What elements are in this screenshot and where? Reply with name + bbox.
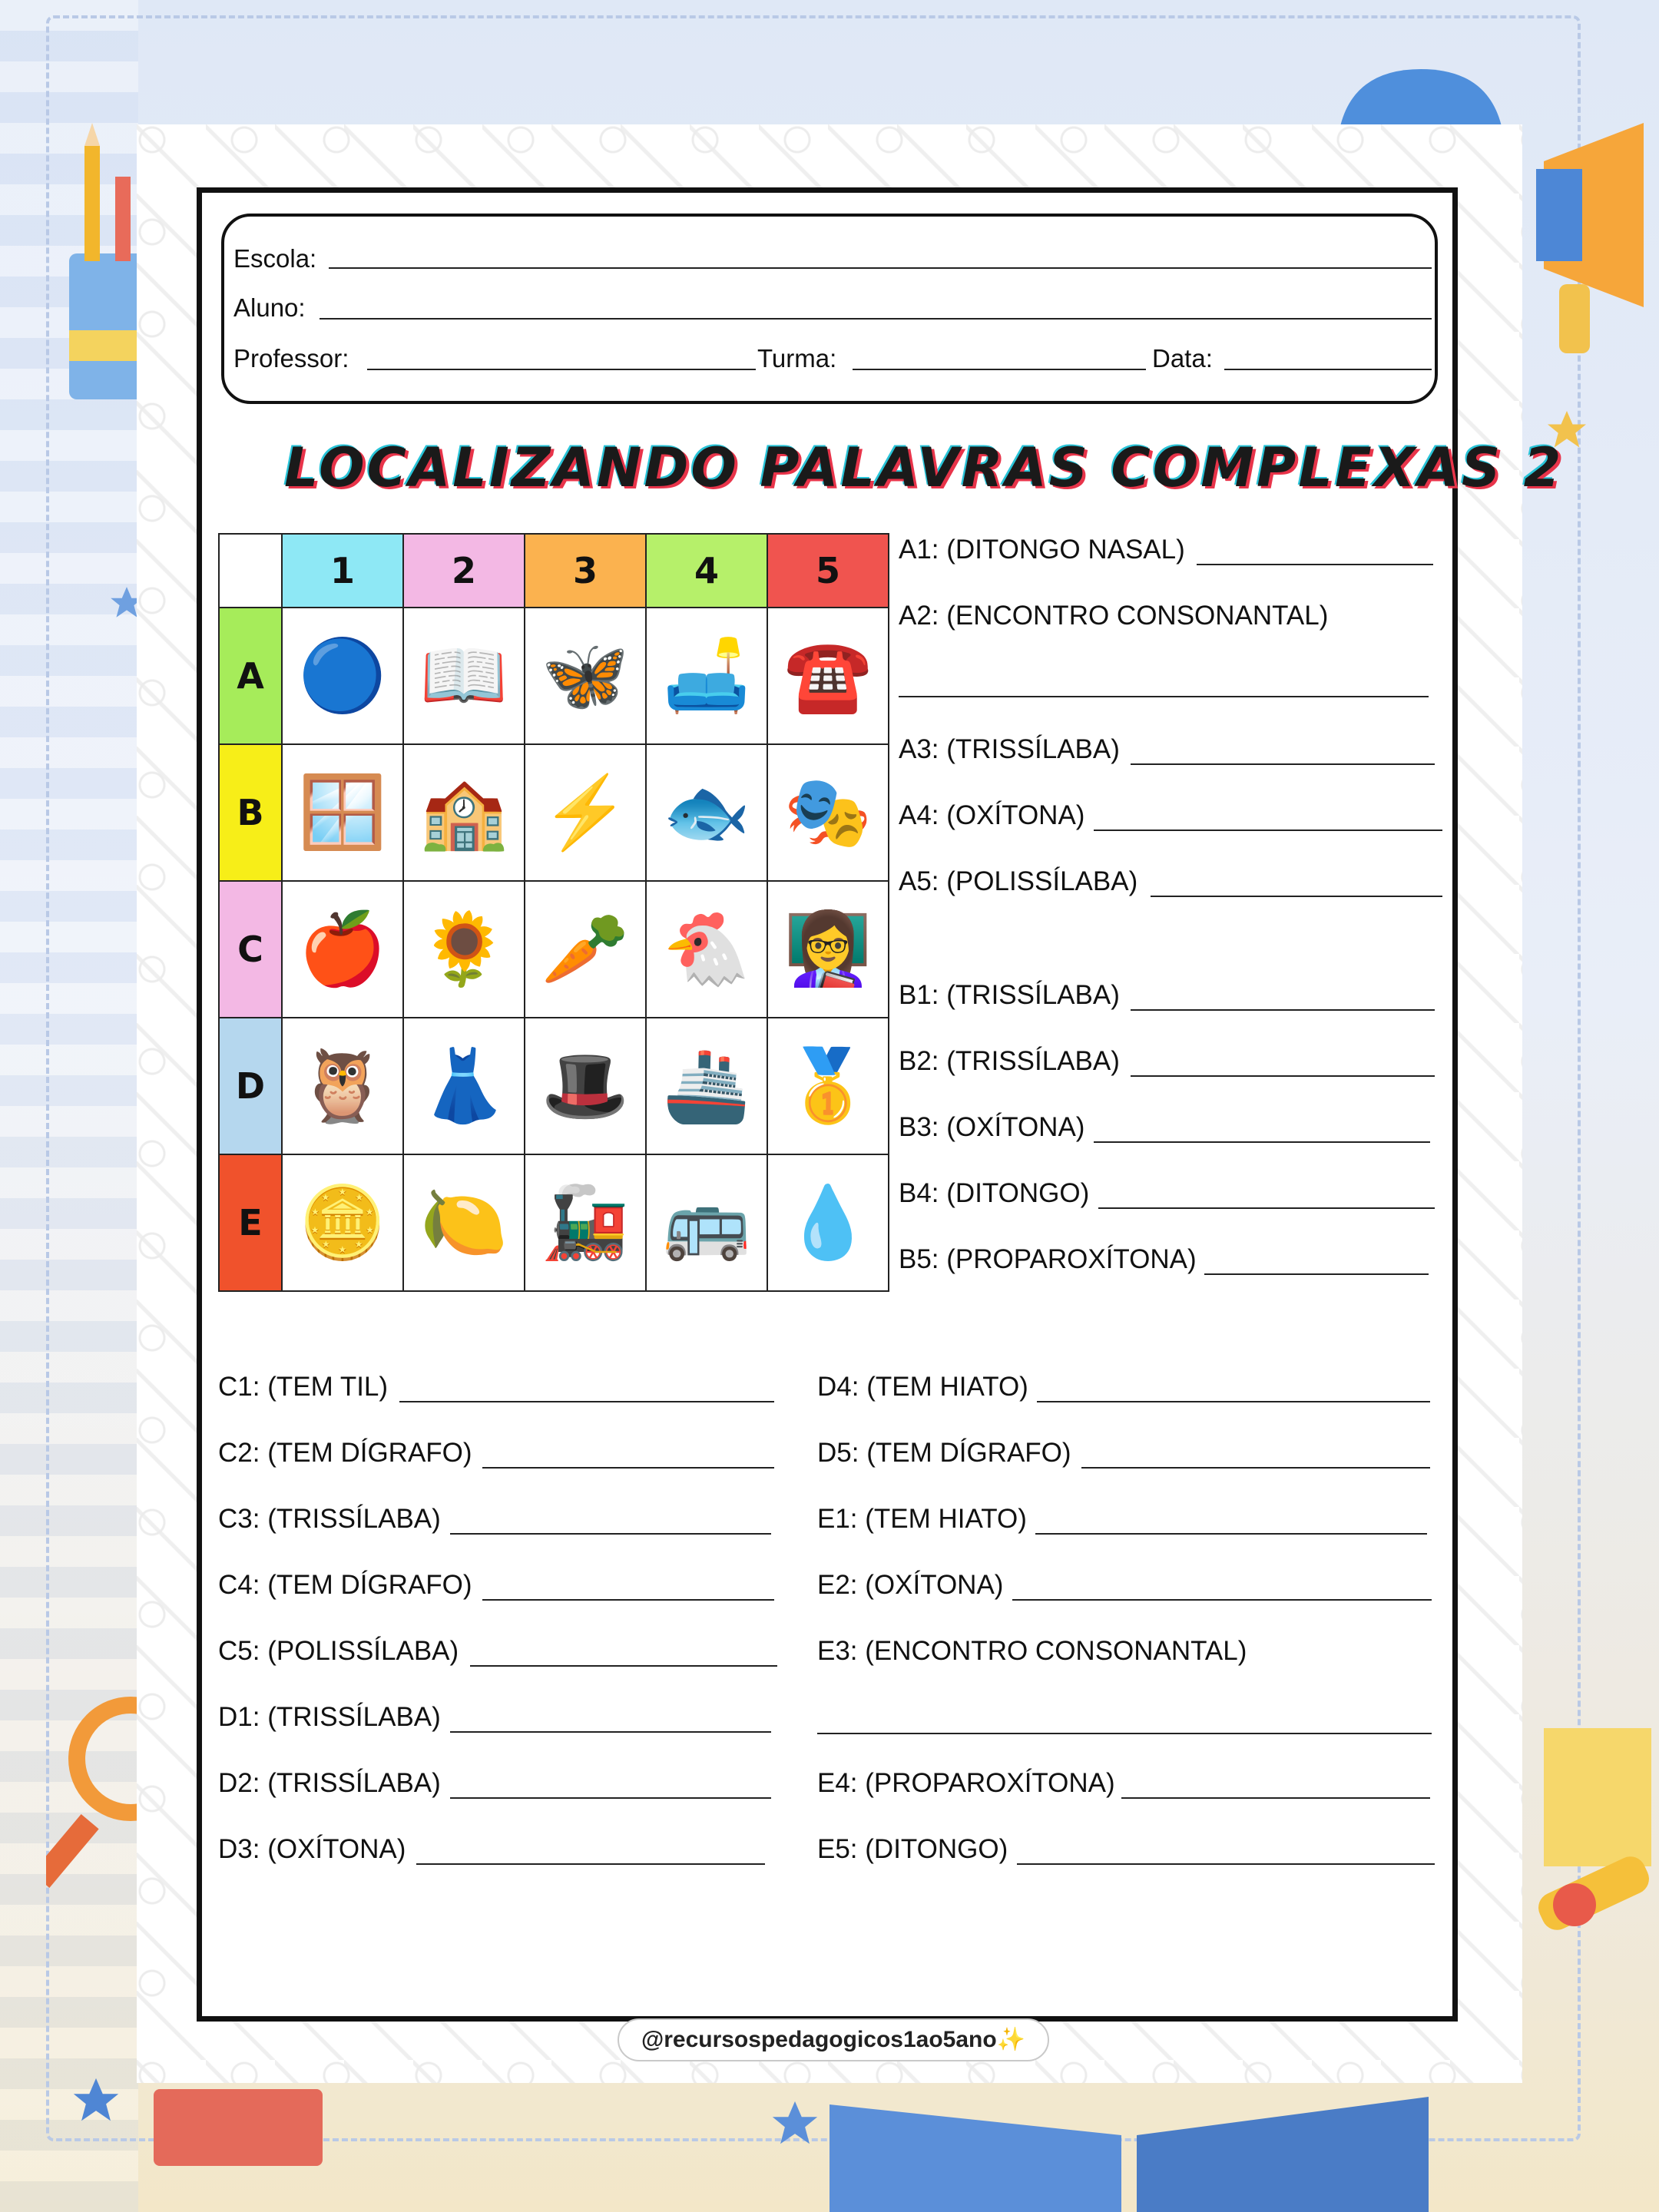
row-header-a: A	[219, 608, 282, 744]
owl-icon: 🦉	[282, 1018, 403, 1154]
theater-masks-icon: 🎭	[767, 744, 889, 881]
ring-icon: 🔵	[282, 608, 403, 744]
question-a4: A4: (OXÍTONA)	[899, 800, 1085, 830]
question-d5: D5: (TEM DÍGRAFO)	[817, 1438, 1071, 1468]
worksheet-title: LOCALIZANDO PALAVRAS COMPLEXAS 2	[284, 436, 1564, 499]
answer-a4[interactable]	[1094, 830, 1442, 831]
answer-b2[interactable]	[1131, 1075, 1435, 1077]
question-c1: C1: (TEM TIL)	[218, 1372, 389, 1402]
professor-field[interactable]	[367, 369, 756, 370]
fish-icon: 🐟	[646, 744, 767, 881]
book-decoration-icon	[830, 2074, 1429, 2212]
column-header-1: 1	[282, 534, 403, 608]
train-icon: 🚂	[525, 1154, 646, 1291]
question-b1: B1: (TRISSÍLABA)	[899, 980, 1120, 1010]
sofa-icon: 🛋️	[646, 608, 767, 744]
butterfly-icon: 🦋	[525, 608, 646, 744]
question-c2: C2: (TEM DÍGRAFO)	[218, 1438, 472, 1468]
answer-b4[interactable]	[1098, 1207, 1435, 1209]
grid-row-b	[219, 744, 889, 881]
column-header-3: 3	[525, 534, 646, 608]
question-b4: B4: (DITONGO)	[899, 1178, 1090, 1208]
answer-d2[interactable]	[450, 1797, 771, 1799]
answer-d3[interactable]	[416, 1863, 765, 1865]
coin-icon: 🪙	[282, 1154, 403, 1291]
answer-c5[interactable]	[470, 1665, 777, 1667]
notepad-decoration-icon	[1528, 1713, 1659, 1966]
answer-e5[interactable]	[1017, 1863, 1435, 1865]
student-info-box	[221, 214, 1438, 404]
professor-label: Professor:	[233, 344, 349, 373]
question-b3: B3: (OXÍTONA)	[899, 1112, 1085, 1142]
escola-field[interactable]	[329, 267, 1432, 269]
lightning-icon: ⚡	[525, 744, 646, 881]
chicken-icon: 🐔	[646, 881, 767, 1018]
column-header-4: 4	[646, 534, 767, 608]
turma-field[interactable]	[853, 369, 1146, 370]
question-c3: C3: (TRISSÍLABA)	[218, 1504, 441, 1534]
question-b2: B2: (TRISSÍLABA)	[899, 1046, 1120, 1076]
answer-b1[interactable]	[1131, 1009, 1435, 1011]
question-a3: A3: (TRISSÍLABA)	[899, 734, 1120, 764]
water-drop-icon: 💧	[767, 1154, 889, 1291]
row-header-e: E	[219, 1154, 282, 1291]
question-a1: A1: (DITONGO NASAL)	[899, 535, 1185, 565]
apple-icon: 🍎	[282, 881, 403, 1018]
star-decoration-icon	[69, 2074, 123, 2128]
data-label: Data:	[1152, 344, 1213, 373]
medal-icon: 🥇	[767, 1018, 889, 1154]
question-e5: E5: (DITONGO)	[817, 1834, 1008, 1864]
answer-a5[interactable]	[1151, 896, 1442, 897]
answer-c1[interactable]	[399, 1401, 774, 1402]
megaphone-decoration-icon	[1528, 115, 1659, 361]
question-d4: D4: (TEM HIATO)	[817, 1372, 1028, 1402]
grid-row-e	[219, 1154, 889, 1291]
author-handle: @recursospedagogicos1ao5ano✨	[618, 2018, 1049, 2061]
star-decoration-icon	[768, 2097, 822, 2151]
aluno-field[interactable]	[320, 318, 1432, 320]
ship-icon: 🚢	[646, 1018, 767, 1154]
telephone-icon: ☎️	[767, 608, 889, 744]
drawer-decoration	[154, 2089, 323, 2166]
question-c5: C5: (POLISSÍLABA)	[218, 1636, 459, 1666]
answer-e3[interactable]	[817, 1733, 1432, 1734]
row-header-b: B	[219, 744, 282, 881]
grid-row-c	[219, 881, 889, 1018]
escola-label: Escola:	[233, 244, 317, 273]
dress-icon: 👗	[403, 1018, 525, 1154]
question-e4: E4: (PROPAROXÍTONA)	[817, 1768, 1115, 1798]
answer-c2[interactable]	[482, 1467, 774, 1469]
lemon-icon: 🍋	[403, 1154, 525, 1291]
turma-label: Turma:	[757, 344, 837, 373]
answer-d4[interactable]	[1037, 1401, 1430, 1402]
grid-corner	[219, 534, 282, 608]
sunflower-icon: 🌻	[403, 881, 525, 1018]
grid-row-a	[219, 608, 889, 744]
answer-e1[interactable]	[1035, 1533, 1427, 1535]
question-e3: E3: (ENCONTRO CONSONANTAL)	[817, 1636, 1247, 1666]
question-d2: D2: (TRISSÍLABA)	[218, 1768, 441, 1798]
answer-e4[interactable]	[1121, 1797, 1430, 1799]
question-a5: A5: (POLISSÍLABA)	[899, 866, 1138, 896]
question-a2: A2: (ENCONTRO CONSONANTAL)	[899, 601, 1329, 631]
answer-e2[interactable]	[1012, 1599, 1432, 1601]
answer-a3[interactable]	[1131, 763, 1435, 765]
top-hat-icon: 🎩	[525, 1018, 646, 1154]
question-d1: D1: (TRISSÍLABA)	[218, 1702, 441, 1732]
row-header-c: C	[219, 881, 282, 1018]
data-field[interactable]	[1224, 369, 1432, 370]
answer-b3[interactable]	[1094, 1141, 1430, 1143]
answer-a1[interactable]	[1197, 564, 1433, 565]
book-icon: 📖	[403, 608, 525, 744]
answer-a2[interactable]	[899, 696, 1429, 697]
carrot-icon: 🥕	[525, 881, 646, 1018]
answer-b5[interactable]	[1204, 1273, 1429, 1275]
column-header-5: 5	[767, 534, 889, 608]
answer-d5[interactable]	[1081, 1467, 1430, 1469]
school-icon: 🏫	[403, 744, 525, 881]
grid-header-row	[219, 534, 889, 608]
row-header-d: D	[219, 1018, 282, 1154]
aluno-label: Aluno:	[233, 293, 306, 322]
grid-row-d	[219, 1018, 889, 1154]
question-c4: C4: (TEM DÍGRAFO)	[218, 1570, 472, 1600]
answer-d1[interactable]	[450, 1731, 771, 1733]
teacher-icon: 👩‍🏫	[767, 881, 889, 1018]
column-header-2: 2	[403, 534, 525, 608]
answer-c4[interactable]	[482, 1599, 774, 1601]
window-icon: 🪟	[282, 744, 403, 881]
bus-icon: 🚌	[646, 1154, 767, 1291]
question-e1: E1: (TEM HIATO)	[817, 1504, 1027, 1534]
question-e2: E2: (OXÍTONA)	[817, 1570, 1004, 1600]
question-b5: B5: (PROPAROXÍTONA)	[899, 1244, 1197, 1274]
question-d3: D3: (OXÍTONA)	[218, 1834, 406, 1864]
answer-c3[interactable]	[450, 1533, 771, 1535]
picture-grid	[218, 533, 889, 1292]
